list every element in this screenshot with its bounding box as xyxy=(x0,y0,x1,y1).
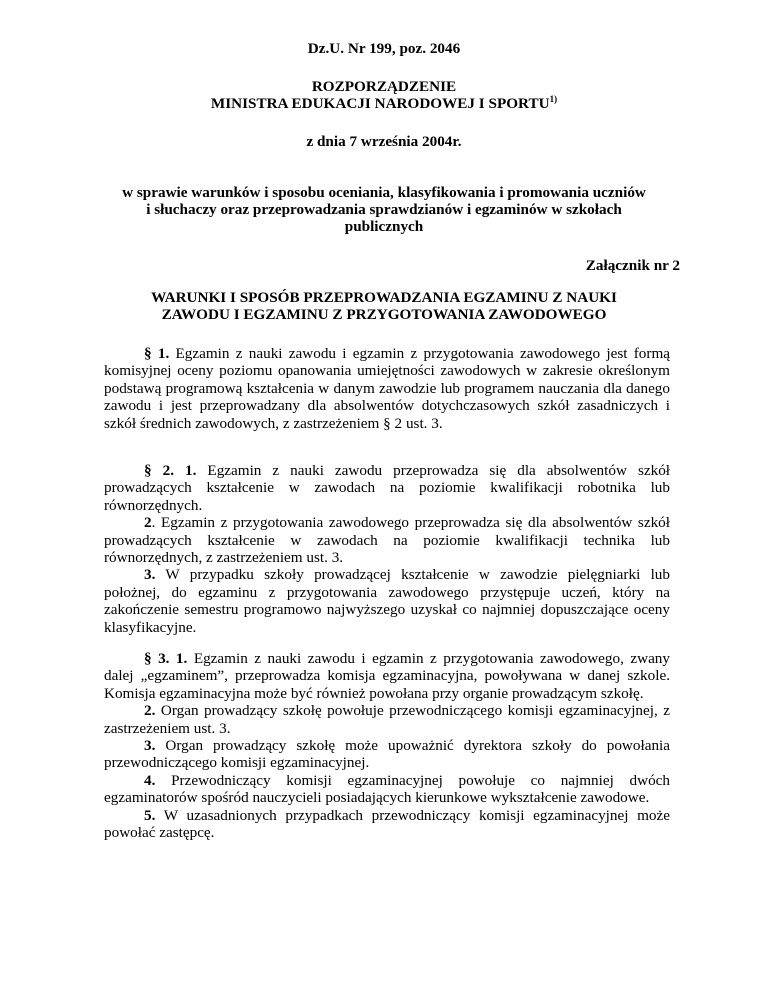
section-2 xyxy=(104,462,670,636)
attachment-label: Załącznik nr 2 xyxy=(585,257,680,274)
section-3-text-4: Przewodniczący komisji egzaminacyjnej powołuje co najmniej dwóch egzaminatorów spośród nauczycieli posiadających kierunkowe wykształcenie zawodowe. xyxy=(104,771,671,807)
title-line-1: WARUNKI I SPOSÓB PRZEPROWADZANIA EGZAMINU Z NAUKI xyxy=(151,289,617,306)
section-1 xyxy=(104,345,670,432)
act-date: z dnia 7 września 2004r. xyxy=(306,133,462,150)
section-3-par-4 xyxy=(104,772,670,807)
section-2-label-2: 2 xyxy=(144,514,152,532)
section-1-label: § 1. xyxy=(144,345,170,362)
act-type: ROZPORZĄDZENIE xyxy=(311,78,457,95)
section-3-par-2 xyxy=(104,702,670,737)
issuer-text: MINISTRA EDUKACJI NARODOWEJ I SPORTU xyxy=(210,95,550,112)
section-3-label-2: 2. xyxy=(144,702,156,720)
section-3 xyxy=(104,650,670,841)
issuer xyxy=(0,95,768,112)
subject-line-3: publicznych xyxy=(344,218,424,235)
title-line-2: ZAWODU I EGZAMINU Z PRZYGOTOWANIA ZAWODOWEGO xyxy=(161,306,607,323)
section-2-par-3 xyxy=(104,566,670,636)
section-1-paragraph xyxy=(104,345,670,432)
issuer-footnote: 1) xyxy=(549,93,558,104)
subject-line-1: w sprawie warunków i sposobu oceniania, klasyfikowania i promowania uczniów xyxy=(122,184,646,201)
section-2-text-3: W przypadku szkoły prowadzącej kształcenie w zawodzie pielęgniarki lub położnej, do egzaminu z przygotowania zawodowego przystępuje uczeń, który na zakończenie semestru programowo najwyższego uzyskał co najmniej dopuszczające oceny klasyfikacyjne. xyxy=(104,566,670,636)
section-3-label-3: 3. xyxy=(144,737,156,755)
section-3-label: § 3. 1. xyxy=(144,650,188,667)
section-2-par-2 xyxy=(104,514,670,566)
section-2-par-1 xyxy=(104,462,670,514)
journal-reference: Dz.U. Nr 199, poz. 2046 xyxy=(307,40,461,57)
section-3-label-5: 5. xyxy=(144,806,156,824)
section-2-label-3: 3. xyxy=(144,566,156,584)
section-1-text: Egzamin z nauki zawodu i egzamin z przygotowania zawodowego jest formą komisyjnej oceny poziomu opanowania umiejętności zawodowych w zakresie określonym podstawą programową kształcenia w danym zawodzie lub programem nauczania dla danego zawodu i jest przeprowadzany dla absolwentów dotychczasowych szkół zasadniczych i szkół średnich zawodowych, z zastrzeżeniem § 2 ust. 3. xyxy=(104,345,670,432)
section-3-text-3: Organ prowadzący szkołę może upoważnić dyrektora szkoły do powołania przewodniczącego komisji egzaminacyjnej. xyxy=(104,737,671,772)
section-2-text-2: . Egzamin z przygotowania zawodowego przeprowadza się dla absolwentów szkół prowadzących kształcenie w zawodach na poziomie kwalifikacji technika lub równorzędnych, z zastrzeżeniem ust. 3. xyxy=(104,514,670,567)
section-3-text-2: Organ prowadzący szkołę powołuje przewodniczącego komisji egzaminacyjnej, z zastrzeżeniem ust. 3. xyxy=(104,702,670,737)
subject-line-2: i słuchaczy oraz przeprowadzania sprawdzianów i egzaminów w szkołach xyxy=(146,201,622,218)
section-3-par-1 xyxy=(104,650,670,702)
section-3-text-5: W uzasadnionych przypadkach przewodniczący komisji egzaminacyjnej może powołać zastępcę. xyxy=(104,806,670,842)
section-2-label: § 2. 1. xyxy=(144,462,197,479)
section-3-par-3 xyxy=(104,737,670,772)
section-3-label-4: 4. xyxy=(144,771,156,789)
section-2-text-1: Egzamin z nauki zawodu przeprowadza się dla absolwentów szkół prowadzących kształcenie w zawodach na poziomie kwalifikacji robotnika lub równorzędnych. xyxy=(104,462,671,514)
section-3-par-5 xyxy=(104,807,670,842)
section-3-text-1: Egzamin z nauki zawodu i egzamin z przygotowania zawodowego, zwany dalej „egzaminem”, przeprowadza komisja egzaminacyjna, powoływana w danej szkole. Komisja egzaminacyjna może być również powołana przy organie prowadzącym szkołę. xyxy=(104,650,670,702)
